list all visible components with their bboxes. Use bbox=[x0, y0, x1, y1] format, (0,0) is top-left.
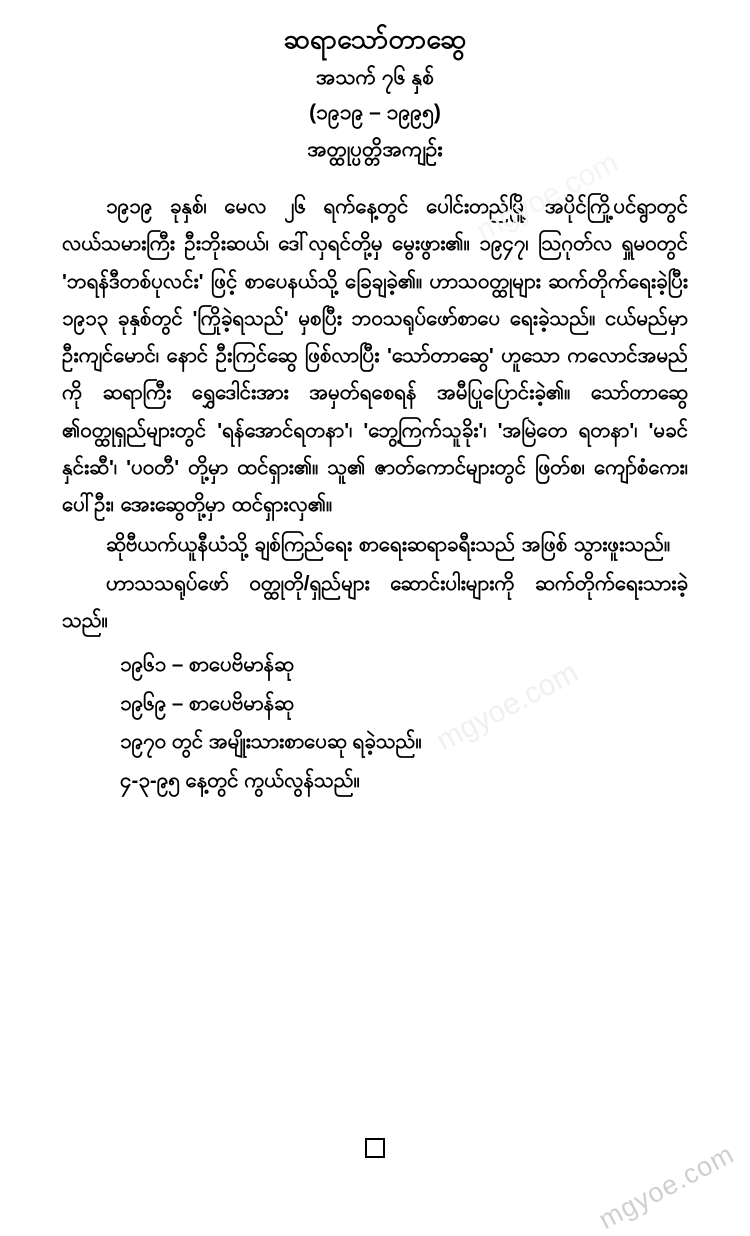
age-subtitle: အသက် ၇၆ နှစ် bbox=[315, 66, 435, 89]
section-heading: အတ္ထုပ္ပတ္တိအကျဉ်း bbox=[307, 138, 443, 161]
list-item: ၁၉၆၁ – စာပေဗိမာန်ဆု bbox=[120, 652, 294, 676]
paragraph-2: ဆိုဗီယက်ယူနီယံသို့ ချစ်ကြည်ရေး စာရေးဆရာခရီးသည် အဖြစ် သွားဖူးသည်။ bbox=[106, 532, 671, 556]
list-item: ၄-၃-၉၅ နေ့တွင် ကွယ်လွန်သည်။ bbox=[120, 769, 360, 793]
paragraph-1: ၁၉၁၉ ခုနှစ်၊ မေလ ၂၆ ရက်နေ့တွင် ပေါင်းတည်မြို့ အပိုင်ကြို့ပင်ရွာတွင် လယ်သမားကြီး ဦးဘိုးဆယ်၊ ဒေါ်လှရင်တို့မှ မွေးဖွား၏။ ၁၉၄၇၊ သြဂုတ်လ ရှူမဝတွင် 'ဘရန်ဒီတစ်ပုလင်း' ဖြင့် စာပေနယ်သို့ ခြေချခဲ့၏။ ဟာသဝတ္ထုများ ဆက်တိုက်ရေးခဲ့ပြီး ၁၉၁၃ ခုနှစ်တွင် 'ကြိုခဲ့ရသည်' မှစပြီး ဘဝသရုပ်ဖော်စာပေ ရေးခဲ့သည်။ ငယ်မည်မှာ ဦးကျင်မောင်၊ နောင် ဦးကြင်ဆွေ ဖြစ်လာပြီး 'သော်တာဆွေ' ဟူသော ကလောင်အမည်ကို ဆရာကြီး ရွှေဒေါင်းအား အမှတ်ရစေရန် အမီပြုပြောင်းခဲ့၏။ သော်တာဆွေ ၏ဝတ္ထုရှည်များတွင် 'ရန်အောင်ရတနာ'၊ 'ဘွေ့ကြက်သူခိုး'၊ 'အမြဲတေ ရတနာ'၊ 'မခင်နှင်းဆီ'၊ 'ပဝတီ' တို့မှာ ထင်ရှား၏။ သူ၏ ဇာတ်ကောင်များတွင် ဖြတ်စ၊ ကျော်စံကေး၊ ပေါ်ဦး၊ အေးဆွေတို့မှာ ထင်ရှားလှ၏။ bbox=[62, 195, 688, 517]
paragraph-3: ဟာသသရုပ်ဖော် ဝတ္ထုတို/ရှည်များ ဆောင်းပါးများကို ဆက်တိုက်ရေးသားခဲ့သည်။ bbox=[62, 571, 688, 633]
document-header bbox=[62, 26, 688, 160]
document-body bbox=[62, 188, 688, 801]
awards-list bbox=[62, 646, 688, 802]
end-of-text-square bbox=[365, 1138, 385, 1158]
life-years: (၁၉၁၉ – ၁၉၉၅) bbox=[309, 101, 441, 124]
list-item: ၁၉၆၉ – စာပေဗိမာန်ဆု bbox=[120, 691, 294, 715]
watermark: mgyoe.com bbox=[594, 1138, 740, 1235]
list-item: ၁၉၇၀ တွင် အမျိုးသားစာပေဆု ရခဲ့သည်။ bbox=[120, 730, 422, 754]
page-title: ဆရာသော်တာဆွေ bbox=[283, 24, 467, 54]
watermark-faint-top: mgyoe.com bbox=[471, 145, 624, 248]
watermark-faint-middle: mgyoe.com bbox=[431, 655, 584, 758]
